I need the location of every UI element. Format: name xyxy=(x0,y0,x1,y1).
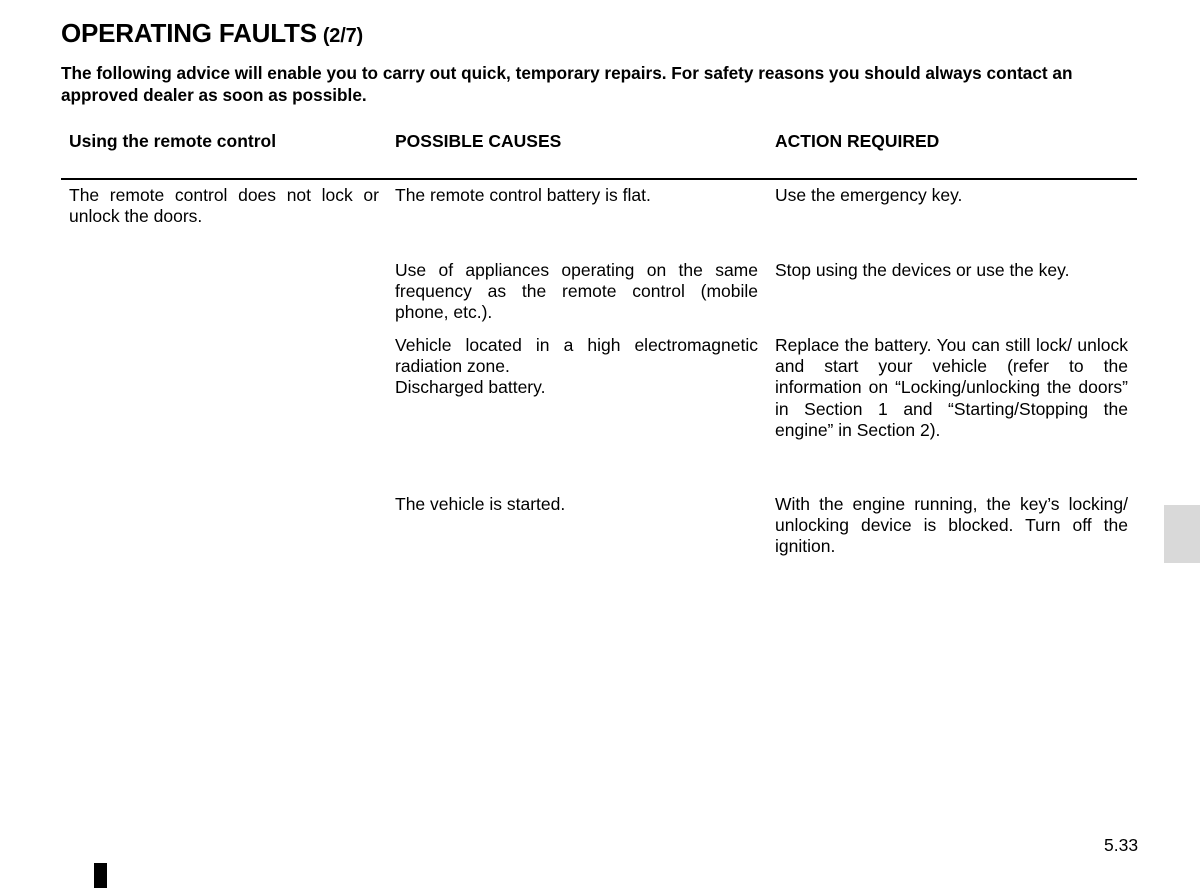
header-action-required: ACTION REQUIRED xyxy=(775,131,940,151)
intro-paragraph: The following advice will enable you to carry out quick, temporary repairs. For safety reasons you should always contact an approved dealer as soon as possible. xyxy=(61,63,1073,105)
action-cell-4: With the engine running, the key’s locking/ unlocking device is blocked. Turn off the ignition. xyxy=(775,494,1128,557)
action-cell-3: Replace the battery. You can still lock/ unlock and start your vehicle (refer to the information on “Locking/unlocking the doors” in Section 1 and “Starting/Stopping the engine” in Section 2). xyxy=(775,335,1128,440)
title-text: OPERATING FAULTS xyxy=(61,18,317,48)
cause-cell-3-extra: Discharged battery. xyxy=(395,377,546,398)
cause-cell-4: The vehicle is started. xyxy=(395,494,566,514)
action-cell-1: Use the emergency key. xyxy=(775,185,963,205)
symptom-cell: The remote control does not lock or unlock the doors. xyxy=(69,185,379,227)
action-cell-2: Stop using the devices or use the key. xyxy=(775,260,1070,280)
section-tab-marker xyxy=(1164,505,1200,563)
header-possible-causes: POSSIBLE CAUSES xyxy=(395,131,562,151)
cause-cell-2: Use of appliances operating on the same frequency as the remote control (mobile phone, etc.). xyxy=(395,260,758,323)
cause-cell-3 xyxy=(395,335,758,399)
crop-mark xyxy=(94,863,107,888)
cause-cell-3-text: Vehicle located in a high electromagnetic radiation zone. xyxy=(395,335,758,377)
cause-cell-1: The remote control battery is flat. xyxy=(395,185,651,205)
title-part-indicator: (2/7) xyxy=(322,25,363,47)
page-title xyxy=(61,18,363,49)
header-divider xyxy=(61,178,1137,180)
page-number: 5.33 xyxy=(1104,835,1139,855)
header-using-remote-control: Using the remote control xyxy=(69,131,277,151)
